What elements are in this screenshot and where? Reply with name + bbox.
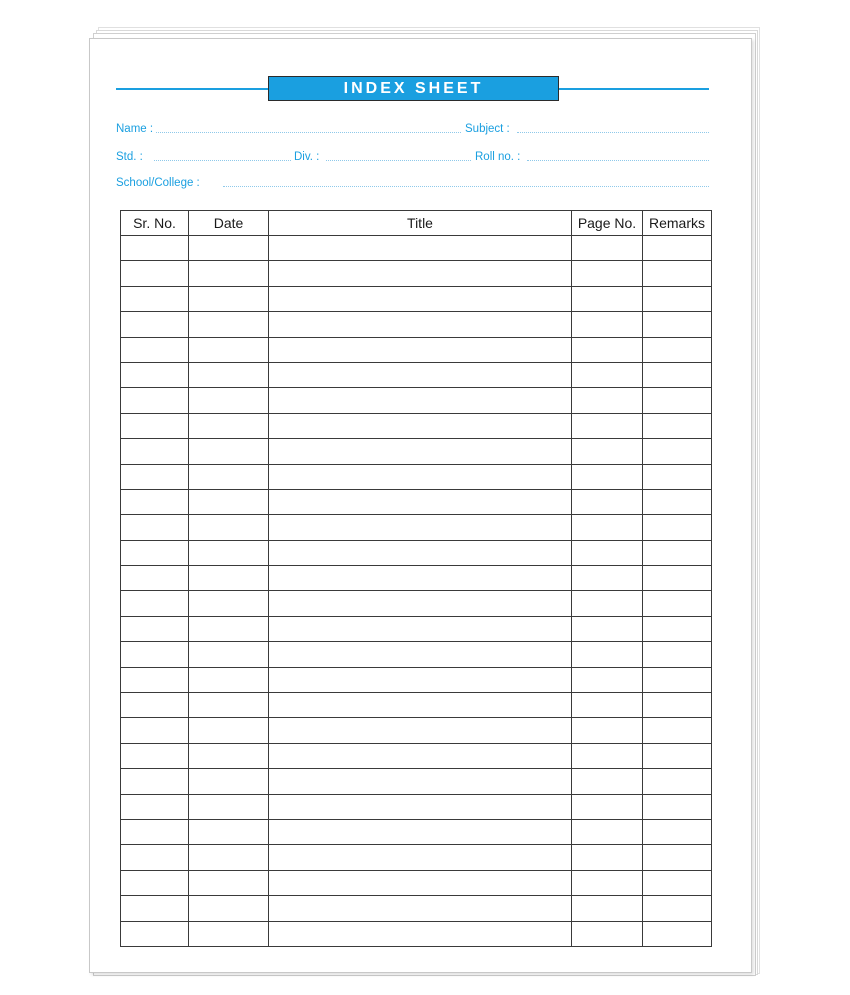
table-row — [121, 921, 712, 946]
table-cell[interactable] — [121, 616, 189, 641]
table-cell[interactable] — [121, 540, 189, 565]
table-cell[interactable] — [121, 743, 189, 768]
table-cell[interactable] — [572, 921, 643, 946]
table-cell[interactable] — [643, 896, 712, 921]
table-cell[interactable] — [121, 845, 189, 870]
table-cell[interactable] — [189, 566, 269, 591]
table-row — [121, 337, 712, 362]
table-cell[interactable] — [121, 718, 189, 743]
table-row — [121, 439, 712, 464]
table-cell[interactable] — [121, 236, 189, 261]
std-label: Std. : — [116, 151, 143, 163]
table-cell[interactable] — [189, 794, 269, 819]
div-label: Div. : — [294, 151, 320, 163]
table-cell[interactable] — [572, 896, 643, 921]
table-cell[interactable] — [189, 921, 269, 946]
table-cell[interactable] — [121, 642, 189, 667]
table-cell[interactable] — [572, 794, 643, 819]
table-cell[interactable] — [269, 870, 572, 895]
table-cell[interactable] — [189, 515, 269, 540]
table-cell[interactable] — [643, 236, 712, 261]
school-college-field[interactable] — [223, 186, 709, 187]
table-cell[interactable] — [643, 845, 712, 870]
table-cell[interactable] — [189, 540, 269, 565]
table-row — [121, 819, 712, 844]
table-cell[interactable] — [189, 667, 269, 692]
table-cell[interactable] — [269, 743, 572, 768]
table-cell[interactable] — [572, 439, 643, 464]
table-row — [121, 667, 712, 692]
table-cell[interactable] — [269, 439, 572, 464]
table-cell[interactable] — [121, 312, 189, 337]
table-cell[interactable] — [643, 362, 712, 387]
table-cell[interactable] — [121, 870, 189, 895]
table-row — [121, 489, 712, 514]
table-cell[interactable] — [189, 693, 269, 718]
table-cell[interactable] — [643, 413, 712, 438]
table-row — [121, 769, 712, 794]
table-cell[interactable] — [121, 693, 189, 718]
table-row — [121, 413, 712, 438]
table-cell[interactable] — [121, 388, 189, 413]
roll-no-label: Roll no. : — [475, 151, 521, 163]
table-cell[interactable] — [189, 819, 269, 844]
table-row — [121, 642, 712, 667]
table-cell[interactable] — [572, 362, 643, 387]
index-sheet-page — [89, 38, 752, 973]
table-cell[interactable] — [189, 388, 269, 413]
column-header-remarks: Remarks — [643, 211, 712, 236]
table-row — [121, 464, 712, 489]
table-cell[interactable] — [643, 439, 712, 464]
table-cell[interactable] — [121, 413, 189, 438]
table-header-row — [121, 211, 712, 236]
table-cell[interactable] — [121, 489, 189, 514]
table-cell[interactable] — [269, 566, 572, 591]
table-cell[interactable] — [643, 388, 712, 413]
table-cell[interactable] — [572, 566, 643, 591]
div-field[interactable] — [326, 160, 471, 161]
table-cell[interactable] — [189, 591, 269, 616]
subject-label: Subject : — [465, 123, 510, 135]
table-cell[interactable] — [189, 362, 269, 387]
table-cell[interactable] — [121, 566, 189, 591]
table-cell[interactable] — [643, 591, 712, 616]
school-college-label: School/College : — [116, 177, 200, 189]
table-cell[interactable] — [572, 870, 643, 895]
table-cell[interactable] — [189, 743, 269, 768]
table-cell[interactable] — [189, 286, 269, 311]
table-row — [121, 236, 712, 261]
table-cell[interactable] — [269, 337, 572, 362]
table-cell[interactable] — [643, 718, 712, 743]
table-cell[interactable] — [189, 464, 269, 489]
table-cell[interactable] — [643, 616, 712, 641]
table-cell[interactable] — [269, 616, 572, 641]
table-cell[interactable] — [643, 464, 712, 489]
table-cell[interactable] — [572, 540, 643, 565]
table-cell[interactable] — [572, 312, 643, 337]
table-cell[interactable] — [121, 667, 189, 692]
table-row — [121, 591, 712, 616]
table-cell[interactable] — [189, 236, 269, 261]
sheet-title: INDEX SHEET — [268, 76, 559, 101]
table-cell[interactable] — [121, 439, 189, 464]
table-cell[interactable] — [269, 718, 572, 743]
table-cell[interactable] — [269, 464, 572, 489]
table-cell[interactable] — [643, 870, 712, 895]
table-row — [121, 743, 712, 768]
table-cell[interactable] — [269, 261, 572, 286]
table-cell[interactable] — [189, 261, 269, 286]
table-cell[interactable] — [572, 464, 643, 489]
column-header-date: Date — [189, 211, 269, 236]
table-cell[interactable] — [121, 261, 189, 286]
table-cell[interactable] — [572, 845, 643, 870]
table-cell[interactable] — [572, 286, 643, 311]
table-cell[interactable] — [643, 261, 712, 286]
table-row — [121, 566, 712, 591]
table-cell[interactable] — [643, 337, 712, 362]
table-cell[interactable] — [572, 261, 643, 286]
table-cell[interactable] — [189, 718, 269, 743]
table-cell[interactable] — [189, 616, 269, 641]
table-row — [121, 845, 712, 870]
name-label: Name : — [116, 123, 154, 135]
table-cell[interactable] — [269, 236, 572, 261]
table-cell[interactable] — [643, 515, 712, 540]
table-cell[interactable] — [269, 769, 572, 794]
roll-no-field[interactable] — [527, 160, 709, 161]
table-cell[interactable] — [121, 794, 189, 819]
table-row — [121, 870, 712, 895]
subject-field[interactable] — [517, 132, 709, 133]
table-row — [121, 616, 712, 641]
table-cell[interactable] — [269, 286, 572, 311]
table-cell[interactable] — [572, 337, 643, 362]
table-cell[interactable] — [269, 896, 572, 921]
table-cell[interactable] — [269, 667, 572, 692]
table-cell[interactable] — [572, 515, 643, 540]
table-cell[interactable] — [643, 794, 712, 819]
table-cell[interactable] — [189, 642, 269, 667]
table-cell[interactable] — [189, 413, 269, 438]
table-cell[interactable] — [269, 540, 572, 565]
table-cell[interactable] — [572, 718, 643, 743]
table-cell[interactable] — [121, 591, 189, 616]
table-cell[interactable] — [269, 388, 572, 413]
table-cell[interactable] — [189, 439, 269, 464]
table-cell[interactable] — [269, 642, 572, 667]
table-cell[interactable] — [269, 312, 572, 337]
table-row — [121, 794, 712, 819]
table-cell[interactable] — [189, 312, 269, 337]
table-cell[interactable] — [269, 362, 572, 387]
table-cell[interactable] — [643, 819, 712, 844]
table-cell[interactable] — [572, 642, 643, 667]
table-cell[interactable] — [643, 743, 712, 768]
table-cell[interactable] — [189, 337, 269, 362]
table-cell[interactable] — [643, 489, 712, 514]
table-cell[interactable] — [269, 819, 572, 844]
table-cell[interactable] — [572, 819, 643, 844]
table-cell[interactable] — [572, 693, 643, 718]
table-cell[interactable] — [269, 693, 572, 718]
table-row — [121, 286, 712, 311]
table-cell[interactable] — [269, 921, 572, 946]
table-cell[interactable] — [121, 921, 189, 946]
table-cell[interactable] — [643, 693, 712, 718]
index-table-body — [121, 236, 712, 947]
table-cell[interactable] — [572, 236, 643, 261]
table-row — [121, 261, 712, 286]
table-row — [121, 718, 712, 743]
title-rule-right — [559, 88, 709, 90]
table-cell[interactable] — [121, 819, 189, 844]
table-cell[interactable] — [572, 489, 643, 514]
table-cell[interactable] — [269, 845, 572, 870]
table-cell[interactable] — [269, 515, 572, 540]
table-cell[interactable] — [572, 667, 643, 692]
table-row — [121, 540, 712, 565]
table-cell[interactable] — [189, 896, 269, 921]
column-header-page-no: Page No. — [572, 211, 643, 236]
table-row — [121, 362, 712, 387]
table-cell[interactable] — [189, 870, 269, 895]
table-cell[interactable] — [643, 540, 712, 565]
table-row — [121, 515, 712, 540]
table-cell[interactable] — [189, 845, 269, 870]
table-cell[interactable] — [572, 388, 643, 413]
table-cell[interactable] — [572, 743, 643, 768]
name-field[interactable] — [156, 132, 461, 133]
table-cell[interactable] — [189, 489, 269, 514]
table-cell[interactable] — [269, 413, 572, 438]
std-field[interactable] — [154, 160, 291, 161]
column-header-title: Title — [269, 211, 572, 236]
table-cell[interactable] — [121, 286, 189, 311]
table-cell[interactable] — [643, 921, 712, 946]
table-cell[interactable] — [121, 362, 189, 387]
table-cell[interactable] — [643, 312, 712, 337]
table-row — [121, 693, 712, 718]
table-cell[interactable] — [572, 591, 643, 616]
table-cell[interactable] — [643, 642, 712, 667]
table-cell[interactable] — [572, 413, 643, 438]
column-header-sr-no: Sr. No. — [121, 211, 189, 236]
index-table — [120, 210, 712, 947]
table-cell[interactable] — [572, 769, 643, 794]
table-row — [121, 312, 712, 337]
title-rule-left — [116, 88, 268, 90]
table-cell[interactable] — [572, 616, 643, 641]
table-cell[interactable] — [643, 286, 712, 311]
table-cell[interactable] — [643, 566, 712, 591]
table-cell[interactable] — [121, 464, 189, 489]
table-cell[interactable] — [643, 769, 712, 794]
table-cell[interactable] — [189, 769, 269, 794]
table-cell[interactable] — [121, 515, 189, 540]
table-cell[interactable] — [121, 769, 189, 794]
table-cell[interactable] — [269, 489, 572, 514]
table-row — [121, 388, 712, 413]
table-row — [121, 896, 712, 921]
table-cell[interactable] — [121, 337, 189, 362]
table-cell[interactable] — [269, 591, 572, 616]
table-cell[interactable] — [121, 896, 189, 921]
table-cell[interactable] — [643, 667, 712, 692]
table-cell[interactable] — [269, 794, 572, 819]
